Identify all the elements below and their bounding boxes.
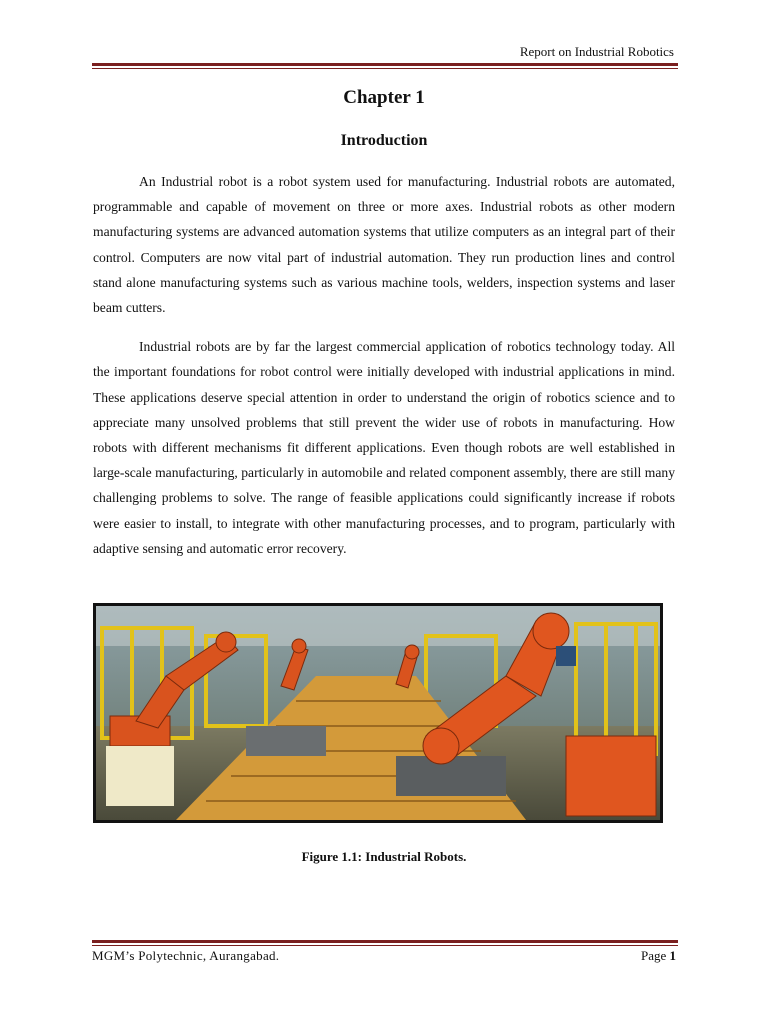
paragraph: An Industrial robot is a robot system used for manufacturing. Industrial robots are automated, programmable and capable of movement on three or more axes. Industrial robots as other modern manufacturing systems are advanced automation systems that utilize computers as an integral part of their control. Computers are now vital part of industrial automation. They run production lines and control stand alone manufacturing systems such as various machine tools, welders, inspection systems and laser beam cutters. [93,174,675,316]
chapter-label: Chapter 1 [343,87,425,108]
page-number [641,948,676,964]
page-label: Page [640,948,667,963]
running-header: Report on Industrial Robotics [519,44,674,59]
footer-institution: MGM’s Polytechnic, Aurangabad. [92,948,280,963]
page-number-value: 1 [669,948,676,963]
figure-caption: Figure 1.1: Industrial Robots. [301,849,467,864]
header-rule [92,63,678,69]
industrial-robots-photo [93,603,663,823]
paragraph: Industrial robots are by far the largest commercial application of robotics technology today. All the important foundations for robot control were initially developed with industrial applications in mind. These applications deserve special attention in order to understand the origin of robotics science and to appreciate many unsolved problems that still prevent the wider use of robots in manufacturing. How robots with different mechanisms fit different applications. Even though robots are well established in large-scale manufacturing, particularly in automobile and related component assembly, there are still many challenging problems to solve. The range of feasible applications could significantly increase if robots were easier to install, to integrate with other manufacturing processes, and to program, particularly with adaptive sensing and automatic error recovery. [93,339,675,556]
footer-rule [92,940,678,946]
section-heading: Introduction [340,132,428,149]
body-text [93,169,675,575]
